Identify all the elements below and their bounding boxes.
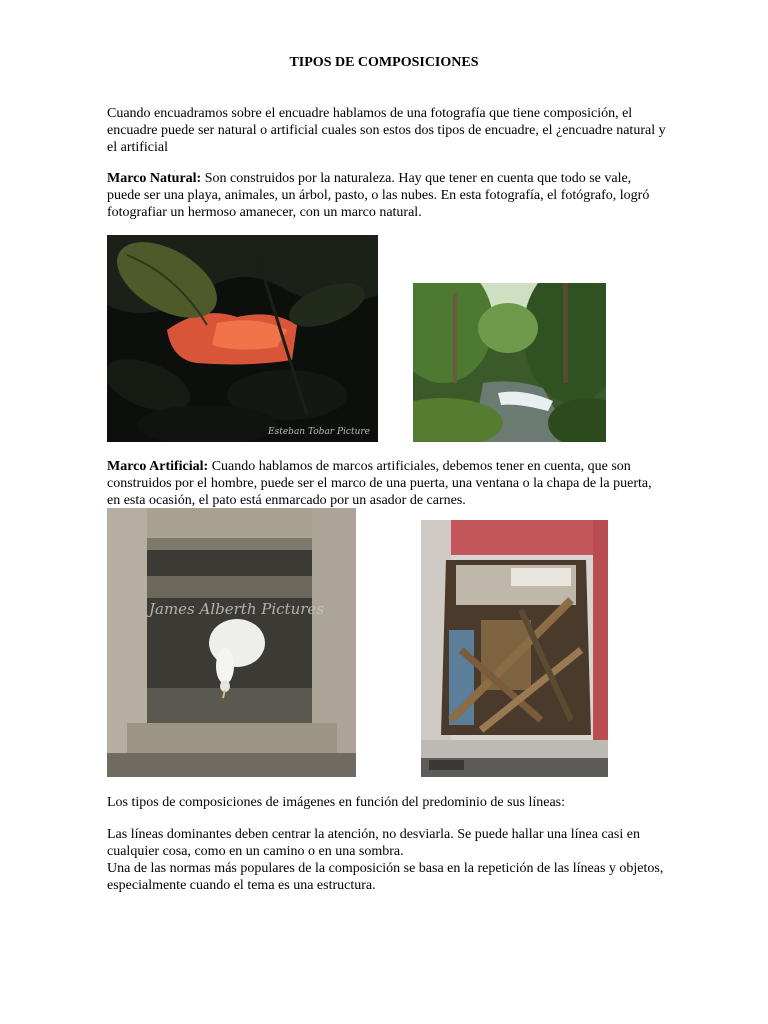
sunset-leaves-photo [107, 235, 378, 442]
forest-stream-photo [413, 283, 606, 442]
artificial-frame-text: Cuando hablamos de marcos artificiales, debemos tener en cuenta, que son construidos por el hombre, puede ser el marco de una puerta, una ventana o la chapa de la puerta, en esta ocasión, el pato está enmarcado por un asador de carnes. [107, 459, 652, 508]
natural-frame-paragraph [107, 170, 667, 221]
artificial-frame-label: Marco Artificial: [107, 459, 209, 474]
duck-grill-photo [107, 508, 356, 777]
intro-paragraph: Cuando encuadramos sobre el encuadre hablamos de una fotografía que tiene composición, el encuadre puede ser natural o artificial cuales son estos dos tipos de encuadre, el ¿encuadre natural y el artificial [107, 106, 666, 155]
lines-paragraph-1: Las líneas dominantes deben centrar la atención, no desviarla. Se puede hallar una línea casi en cualquier cosa, como en un camino o en una sombra. [107, 827, 640, 859]
sunset-photo-credit: Esteban Tobar Picture [268, 427, 370, 437]
lines-intro-paragraph: Los tipos de composiciones de imágenes en función del predominio de sus líneas: [107, 795, 566, 810]
duck-photo-credit: James Alberth Pictures [149, 600, 324, 618]
natural-frame-text: Son construidos por la naturaleza. Hay que tener en cuenta que todo se vale, puede ser una playa, animales, un árbol, pasto, o las nubes. En esta fotografía, el fotógrafo, logró fotografiar un hermoso amanecer, con un marco natural. [107, 171, 650, 220]
page-title: TIPOS DE COMPOSICIONES [289, 55, 479, 70]
natural-frame-label: Marco Natural: [107, 171, 202, 186]
artificial-frame-paragraph [107, 458, 667, 509]
lines-paragraph-2: Una de las normas más populares de la composición se basa en la repetición de las líneas y objetos, especialmente cuando el tema es una estructura. [107, 861, 664, 893]
broken-doorway-photo [421, 520, 608, 777]
